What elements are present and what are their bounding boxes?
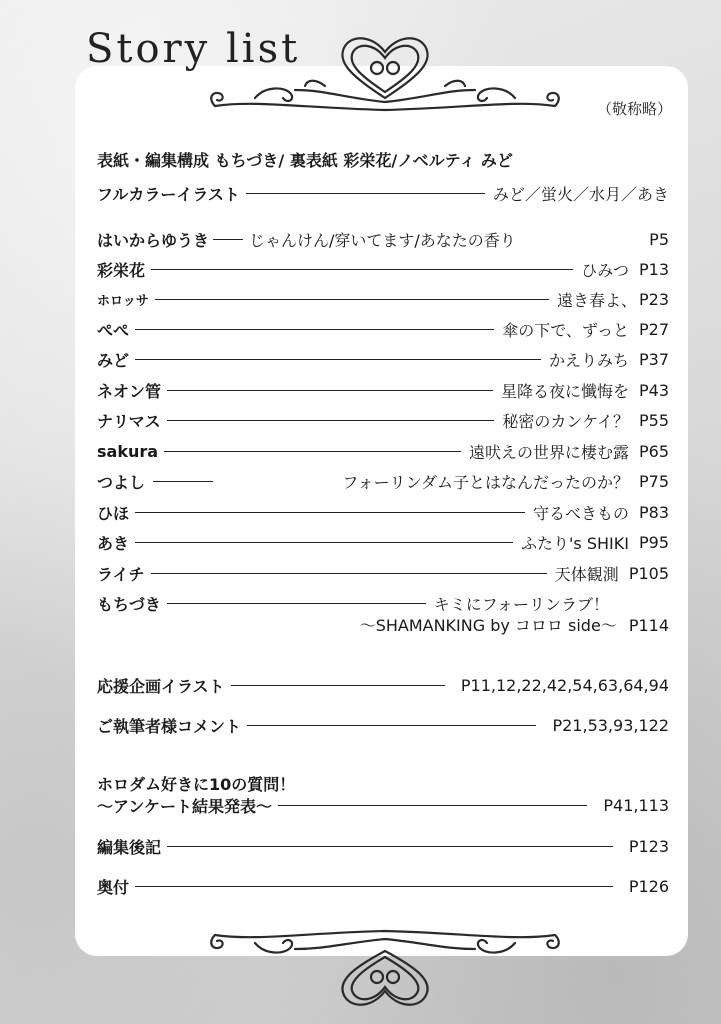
story-subtitle: ～SHAMANKING by コロロ side～	[359, 616, 617, 635]
story-title: 遠吠えの世界に棲む露	[468, 442, 629, 462]
extra-label: ～アンケート結果発表～	[97, 796, 273, 816]
story-page: P75	[638, 471, 669, 491]
credits-text: 表紙・編集構成 もちづき/ 裏表紙 彩栄花/ノベルティ みど	[97, 150, 513, 170]
story-row	[97, 531, 669, 553]
leader-line	[167, 390, 493, 391]
extra-row	[97, 714, 669, 736]
story-title: 傘の下で、ずっと	[502, 320, 629, 340]
story-author: みど	[97, 350, 130, 370]
story-title: 天体観測	[554, 564, 619, 584]
fullcolor-label: フルカラーイラスト	[97, 184, 240, 204]
story-page: P37	[638, 349, 669, 369]
leader-line	[151, 269, 573, 270]
leader-line	[155, 299, 549, 300]
story-title: キミにフォーリンラブ！	[433, 594, 609, 614]
top-heart-ornament-icon	[195, 28, 575, 123]
fullcolor-row	[97, 182, 669, 204]
extra-row	[97, 674, 669, 696]
story-author: sakura	[97, 441, 159, 461]
leader-line	[231, 685, 445, 686]
extra-label: ご執筆者様コメント	[97, 716, 242, 736]
extra-row	[97, 835, 669, 857]
story-title: フォーリンダム子とはなんだったのか？	[342, 472, 629, 492]
leader-line	[167, 420, 495, 421]
story-author: ナリマス	[97, 411, 161, 431]
leader-line	[246, 193, 485, 194]
story-row	[97, 318, 669, 340]
story-row	[97, 501, 669, 523]
page-title: Story list	[86, 26, 301, 72]
story-title: 秘密のカンケイ？	[502, 411, 629, 431]
leader-line	[135, 542, 513, 543]
honorific-note: （敬称略）	[597, 100, 673, 118]
story-row	[97, 409, 669, 431]
story-page: P105	[628, 563, 669, 583]
story-author: ライチ	[97, 564, 145, 584]
extra-page: P11,12,22,42,54,63,64,94	[460, 675, 669, 695]
story-author: はいからゆうき	[97, 230, 210, 250]
leader-line	[164, 451, 461, 452]
story-page: P27	[638, 319, 669, 339]
story-row	[97, 228, 669, 250]
extra-label: 編集後記	[97, 837, 162, 857]
story-title: ふたり's SHIKI	[521, 533, 629, 553]
story-row	[97, 348, 669, 370]
story-row	[97, 258, 669, 280]
story-author: ホロッサ	[97, 293, 149, 309]
story-row-continued	[360, 613, 669, 636]
story-author: 彩栄花	[97, 260, 146, 280]
story-row	[97, 470, 669, 492]
story-row	[97, 592, 669, 614]
story-title: じゃんけん/穿いてます/あなたの香り	[249, 230, 516, 250]
leader-line	[135, 886, 613, 887]
leader-line	[153, 481, 213, 482]
story-author: もちづき	[97, 594, 161, 614]
story-title: かえりみち	[548, 350, 629, 370]
story-author: ひほ	[97, 503, 130, 523]
story-author: つよし	[97, 472, 146, 492]
extra-row	[97, 794, 669, 816]
leader-line	[151, 573, 547, 574]
story-title: 守るべきもの	[532, 503, 629, 523]
story-page: P95	[638, 532, 669, 552]
bottom-heart-ornament-icon	[195, 905, 575, 1015]
extra-label: 奥付	[97, 877, 130, 897]
leader-line	[135, 329, 494, 330]
leader-line	[247, 725, 536, 726]
story-row	[97, 379, 669, 401]
story-author: ぺぺ	[97, 320, 130, 340]
story-page: P5	[649, 229, 669, 249]
extra-page: P41,113	[603, 795, 669, 815]
story-page: P13	[638, 259, 669, 279]
story-page: P65	[638, 441, 669, 461]
leader-line	[213, 239, 243, 240]
story-page: P43	[638, 380, 669, 400]
story-author: あき	[97, 533, 130, 553]
leader-line	[167, 846, 613, 847]
credits-line	[97, 148, 669, 170]
story-title: ひみつ	[581, 260, 629, 280]
leader-line	[135, 512, 525, 513]
story-page: P114	[628, 616, 669, 635]
leader-line	[278, 805, 587, 806]
extra-row	[97, 875, 669, 897]
extra-label: 応援企画イラスト	[97, 676, 225, 696]
story-author: ネオン管	[97, 381, 162, 401]
extra-page: P126	[628, 876, 669, 896]
extra-label: ホロダム好きに10の質問！	[97, 775, 296, 794]
story-page: P83	[638, 502, 669, 522]
story-row	[97, 288, 669, 310]
story-row	[97, 440, 669, 462]
story-page: P23	[638, 289, 669, 309]
extra-page: P21,53,93,122	[552, 715, 669, 735]
fullcolor-names: みど／蛍火／水月／あき	[492, 184, 669, 204]
leader-line	[135, 359, 541, 360]
extra-page: P123	[628, 836, 669, 856]
story-page: P55	[638, 410, 669, 430]
extra-label-two-line	[97, 775, 295, 795]
leader-line	[167, 603, 426, 604]
story-title: 星降る夜に懺悔を	[500, 381, 629, 401]
story-row	[97, 562, 669, 584]
story-title: 遠き春よ、	[556, 290, 637, 310]
